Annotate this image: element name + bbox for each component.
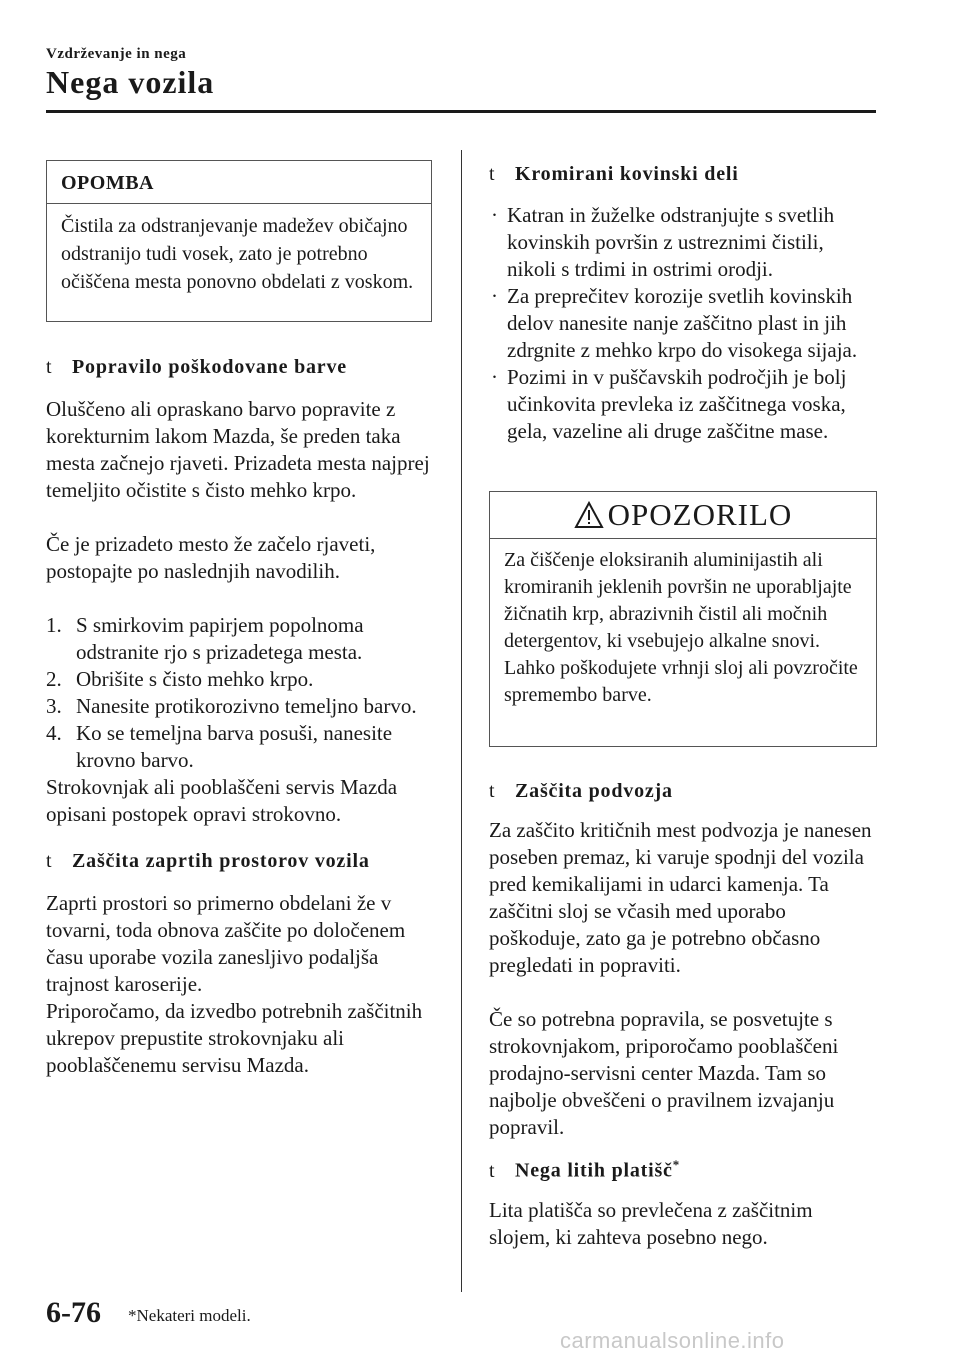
paint-repair-text	[46, 396, 432, 612]
step-item	[46, 666, 432, 693]
step-text: Obrišite s čisto mehko krpo.	[76, 667, 314, 691]
section-marker: t	[489, 1159, 496, 1182]
page-number: 6-76	[46, 1296, 101, 1329]
bullet-item	[489, 202, 875, 283]
paragraph: Strokovnjak ali pooblaščeni servis Mazda opisani postopek opravi strokovno.	[46, 775, 398, 826]
section-marker: t	[46, 850, 53, 872]
section-chrome-heading	[489, 163, 875, 186]
step-number: 3.	[46, 694, 62, 718]
bullet-dot: ·	[491, 284, 498, 308]
paragraph: Če je prizadeto mesto že začelo rjaveti, postopajte po naslednjih navodilih.	[46, 532, 376, 583]
section-marker: t	[489, 780, 496, 802]
wheels-text	[489, 1197, 875, 1251]
bullet-item	[489, 364, 875, 445]
section-underbody-heading	[489, 780, 875, 803]
watermark: carmanualsonline.info	[560, 1328, 785, 1353]
step-item	[46, 612, 432, 666]
chrome-bullets	[489, 202, 875, 445]
paragraph: Če so potrebna popravila, se posvetujte s strokovnjakom, priporočamo pooblaščeni prodajno-servisni center Mazda. Tam so najbolje obveščeni o pravilnem izvajanju popravil.	[489, 1007, 839, 1139]
bullet-text: Katran in žuželke odstranjujte s svetlih kovinskih površin z ustreznimi čistili, nikoli s trdimi in ostrimi orodji.	[507, 203, 835, 281]
warning-heading	[490, 492, 876, 539]
footnote-asterisk: *	[672, 1157, 681, 1172]
warning-body: Za čiščenje eloksiranih aluminijastih ali kromiranih jeklenih površin ne uporabljajte žičnatih krp, abrazivnih čistil ali močnih detergentov, ki vsebujejo alkalne snovi. Lahko poškodujete vrhnji sloj ali povzročite spremembo barve.	[504, 549, 858, 706]
note-heading: OPOMBA	[47, 161, 431, 204]
bullet-dot: ·	[491, 365, 498, 389]
step-number: 2.	[46, 667, 62, 691]
section-marker: t	[489, 163, 496, 185]
section-wheels-heading	[489, 1157, 875, 1183]
chapter-kicker: Vzdrževanje in nega	[46, 46, 187, 62]
warning-box	[489, 491, 877, 747]
section-marker: t	[46, 356, 53, 378]
right-column-bottom	[489, 780, 875, 1251]
footnote: *Nekateri modeli.	[128, 1306, 251, 1325]
paragraph: Lita platišča so prevlečena z zaščitnim slojem, ki zahteva posebno nego.	[489, 1197, 813, 1249]
note-body: Čistila za odstranjevanje madežev običajno odstranijo tudi vosek, zato je potrebno očiščena mesta ponovno obdelati z voskom.	[61, 215, 414, 293]
paint-repair-steps	[46, 612, 432, 774]
step-text: Ko se temeljna barva posuši, nanesite krovno barvo.	[76, 721, 393, 772]
bullet-item	[489, 283, 875, 364]
paragraph: Oluščeno ali opraskano barvo popravite z korekturnim lakom Mazda, še preden taka mesta začnejo rjaveti. Prizadeta mesta najprej temeljito očistite s čisto mehko krpo.	[46, 397, 430, 502]
step-number: 1.	[46, 613, 62, 637]
underbody-text	[489, 817, 875, 1141]
step-text: Nanesite protikorozivno temeljno barvo.	[76, 694, 417, 718]
paragraph: Priporočamo, da izvedbo potrebnih zaščitnih ukrepov prepustite strokovnjaku ali pooblaščenemu servisu Mazda.	[46, 999, 423, 1077]
bullet-dot: ·	[491, 203, 498, 227]
section-heading-text: Nega litih platišč	[515, 1159, 673, 1182]
page-title: Nega vozila	[46, 64, 215, 100]
section-heading-text: Popravilo poškodovane barve	[72, 356, 347, 378]
paragraph: Za zaščito kritičnih mest podvozja je nanesen poseben premaz, ki varuje spodnji del vozila pred kemikalijami in udarci kamenja. Ta zaščitni sloj se včasih med uporabo poškoduje, zato ga je potrebno občasno pregledati in popraviti.	[489, 818, 872, 977]
right-column-top	[489, 163, 875, 445]
column-divider	[461, 150, 462, 1292]
cavity-text	[46, 890, 432, 1079]
step-number: 4.	[46, 721, 62, 745]
step-text: S smirkovim papirjem popolnoma odstranite rjo s prizadetega mesta.	[76, 613, 364, 664]
paragraph: Zaprti prostori so primerno obdelani že v tovarni, toda obnova zaščite po določenem času uporabe vozila zanesljivo podaljša trajnost karoserije.	[46, 891, 406, 996]
paint-repair-closing	[46, 774, 432, 828]
warning-heading-text: OPOZORILO	[607, 497, 793, 532]
step-item	[46, 693, 432, 720]
warning-triangle-icon	[574, 501, 604, 529]
note-box	[46, 160, 432, 322]
section-heading-text: Zaščita podvozja	[515, 780, 673, 802]
section-heading-text: Zaščita zaprtih prostorov vozila	[72, 850, 370, 872]
section-cavity-heading	[46, 850, 432, 873]
section-heading-text: Kromirani kovinski deli	[515, 163, 739, 185]
header-rule	[46, 110, 876, 113]
left-column	[46, 356, 432, 1079]
step-item	[46, 720, 432, 774]
bullet-text: Pozimi in v puščavskih področjih je bolj učinkovita prevleka iz zaščitnega voska, gela, vazeline ali druge zaščitne mase.	[507, 365, 847, 443]
bullet-text: Za preprečitev korozije svetlih kovinskih delov nanesite nanje zaščitno plast in jih zdrgnite z mehko krpo do visokega sijaja.	[507, 284, 858, 362]
section-paint-repair-heading	[46, 356, 432, 379]
